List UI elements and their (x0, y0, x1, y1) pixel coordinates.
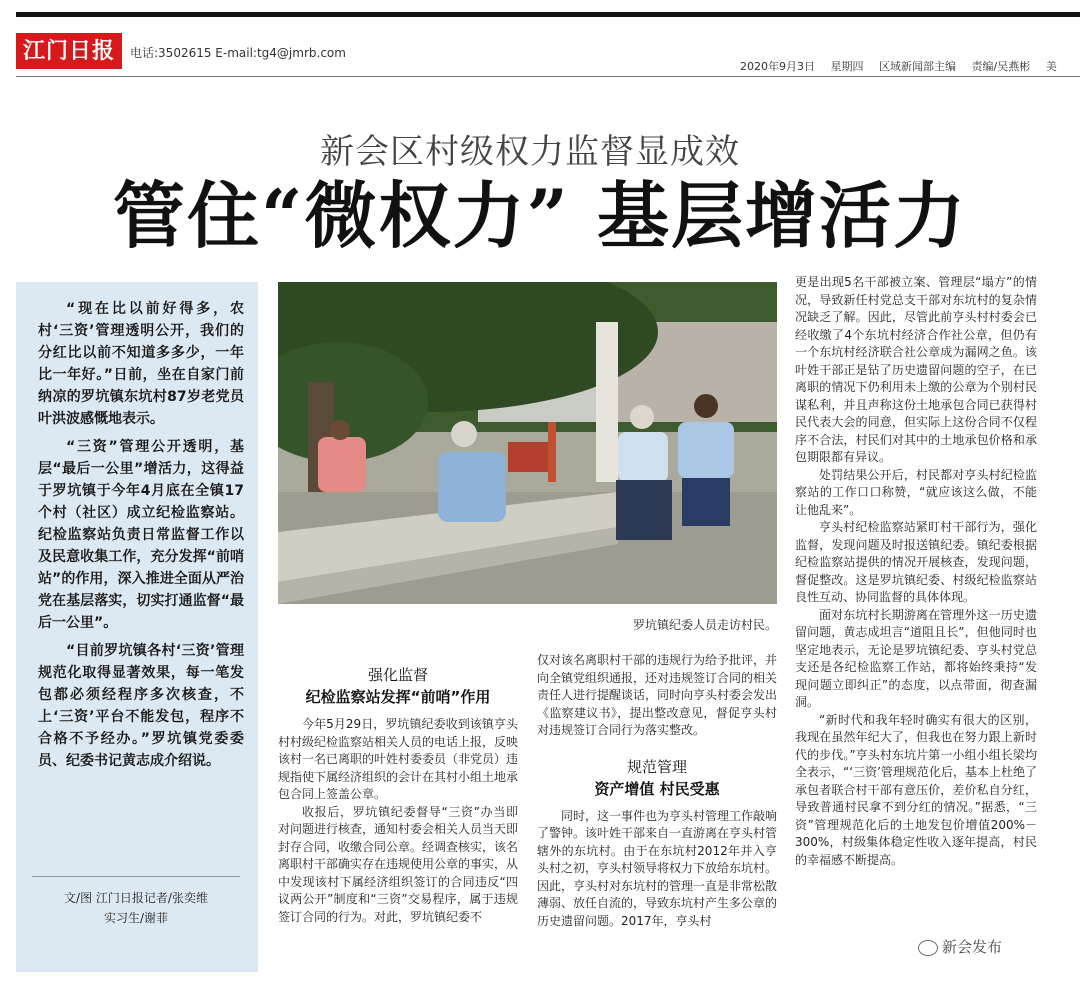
wechat-icon (918, 940, 938, 956)
newspaper-logo: 江门日报 (16, 33, 122, 69)
page-editor: 责编/吴燕彬 (971, 60, 1031, 73)
lead-paragraph: “现在比以前好得多，农村‘三资’管理透明公开，我们的分红比以前不知道多多少，一年比一年好。”日前，坐在自家门前纳凉的罗坑镇东坑村87岁老党员叶洪波感慨地表示。 (38, 301, 244, 427)
body-paragraph: “新时代和我年轻时确实有很大的区别，我现在虽然年纪大了，但我也在努力跟上新时代的步伐。”亨头村东坑片第一小组小组长梁均全表示，“‘三资’管理规范化后，基本上杜绝了承包者联合村干部有意压价，差价私自分红，导致普通村民拿不到分红的情况。”据悉，“三资”管理规范化后的土地发包价增值200%－300%，村级集体稳定性收入逐年提高，村民的幸福感不断提高。 (795, 712, 1037, 867)
watermark (918, 934, 1068, 960)
issue-weekday: 星期四 (830, 60, 864, 73)
body-paragraph: 处罚结果公开后，村民都对亨头村纪检监察站的工作口口称赞，“就应该这么做，不能让他乱来”。 (795, 467, 1037, 517)
photo-illustration (278, 282, 777, 604)
subheadline: 新会区村级权力监督显成效 (320, 132, 740, 172)
cut-off-text: 美 (1045, 60, 1057, 73)
body-paragraph: 亨头村纪检监察站紧盯村干部行为，强化监督，发现问题及时报送镇纪委。镇纪委根据纪检监察站提供的情况开展核查，发现问题，督促整改。这是罗坑镇纪委、村级纪检监察站良性互动、协同监督的具体体现。 (795, 520, 1037, 604)
contact-info: 电话:3502615 E-mail:tg4@jmrb.com (130, 46, 346, 60)
body-paragraph: 仅对该名离职村干部的违规行为给予批评，并向全镇党组织通报，还对违规签订合同的相关责任人进行提醒谈话，同时向亨头村委会发出《监察建议书》，提出整改意见，督促亨头村对违规签订合同行为落实整改。 (537, 653, 778, 737)
body-paragraph: 更是出现5名干部被立案、管理层“塌方”的情况，导致新任村党总支干部对东坑村的复杂情况缺乏了解。因此，尽管此前亨头村村委会已经收缴了4个东坑村经济合作社公章，但仍有一个东坑村经济联合社公章成为漏网之鱼。该叶姓干部正是钻了历史遗留问题的空子，在已离职的情况下仍利用未上缴的公章为个别村民谋私利，并且声称这份土地承包合同已获得村民代表大会的同意，但实际上这份合同不仅程序不合法，村民们对其中的土地承包价格和承包期限都有异议。 (795, 275, 1037, 464)
lead-sidebar (16, 282, 258, 972)
lead-paragraph: “三资”管理公开透明，基层“最后一公里”增活力，这得益于罗坑镇于今年4月底在全镇17个村（社区）成立纪检监察站。纪检监察站负责日常监督工作以及民意收集工作，充分发挥“前哨站”的作用，深入推进全面从严治党在基层落实，切实打通监督“最后一公里”。 (38, 439, 244, 631)
lead-paragraph: “目前罗坑镇各村‘三资’管理规范化取得显著效果，每一笔发包都必须经程序多次核查，不上‘三资’平台不能发包，程序不合格不予经办。”罗坑镇党委委员、纪委书记黄志成介绍说。 (38, 643, 244, 769)
article-column-2 (537, 652, 777, 930)
news-photo (278, 282, 777, 604)
watermark-text: 新会发布 (942, 938, 1003, 956)
article-column-3 (795, 274, 1037, 869)
section-kicker: 强化监督 (367, 666, 428, 684)
top-rule (16, 12, 1080, 17)
byline: 文/图 江门日报记者/张奕维 实习生/谢菲 (64, 891, 208, 925)
section-kicker: 规范管理 (626, 757, 687, 776)
body-paragraph: 面对东坑村长期游离在管理外这一历史遗留问题，黄志成坦言“道阻且长”，但他同时也坚定地表示，无论是罗坑镇纪委、亨头村党总支还是各纪检监察工作站，都将始终秉持“发现问题立即纠正”的态度，以点带面，彻查漏洞。 (795, 607, 1037, 709)
body-paragraph: 同时，这一事件也为亨头村管理工作敲响了警钟。该叶姓干部来自一直游离在亨头村管辖外的东坑村。由于在东坑村2012年并入亨头村之初，亨头村领导将权力下放给东坑村。因此，亨头村对东坑村的管理一直是非常松散薄弱、放任自流的，导致东坑村产生多公章的历史遗留问题。2017年，亨头村 (537, 808, 778, 928)
section-heading: 资产增值 村民受惠 (594, 779, 720, 798)
header-divider (16, 76, 1080, 77)
section-heading: 纪检监察站发挥“前哨”作用 (305, 688, 491, 706)
issue-date: 2020年9月3日 (740, 60, 815, 73)
credit-divider (32, 876, 240, 877)
dateline (740, 58, 1069, 74)
body-paragraph: 收报后，罗坑镇纪委督导“三资”办当即对问题进行核查，通知村委会相关人员当天即封存合同，收缴合同公章。经调查核实，该名离职村干部确实存在违规使用公章的事实，从中发现该村下属经济组织签订的合同违反“四议两公开”制度和“三资”交易程序，属于违规签订合同的行为。对此，罗坑镇纪委不 (278, 804, 519, 924)
article-column-1 (278, 664, 518, 926)
body-paragraph: 今年5月29日，罗坑镇纪委收到该镇亨头村村级纪检监察站相关人员的电话上报，反映该村一名已离职的叶姓村委委员（非党员）违规指使下属经济组织的会计在其村小组土地承包合同上签盖公章。 (278, 717, 519, 801)
desk-editor: 区域新闻部主编 (879, 60, 956, 73)
headline: 管住“微权力” 基层增活力 (113, 173, 967, 258)
photo-caption: 罗坑镇纪委人员走访村民。 (632, 618, 777, 632)
